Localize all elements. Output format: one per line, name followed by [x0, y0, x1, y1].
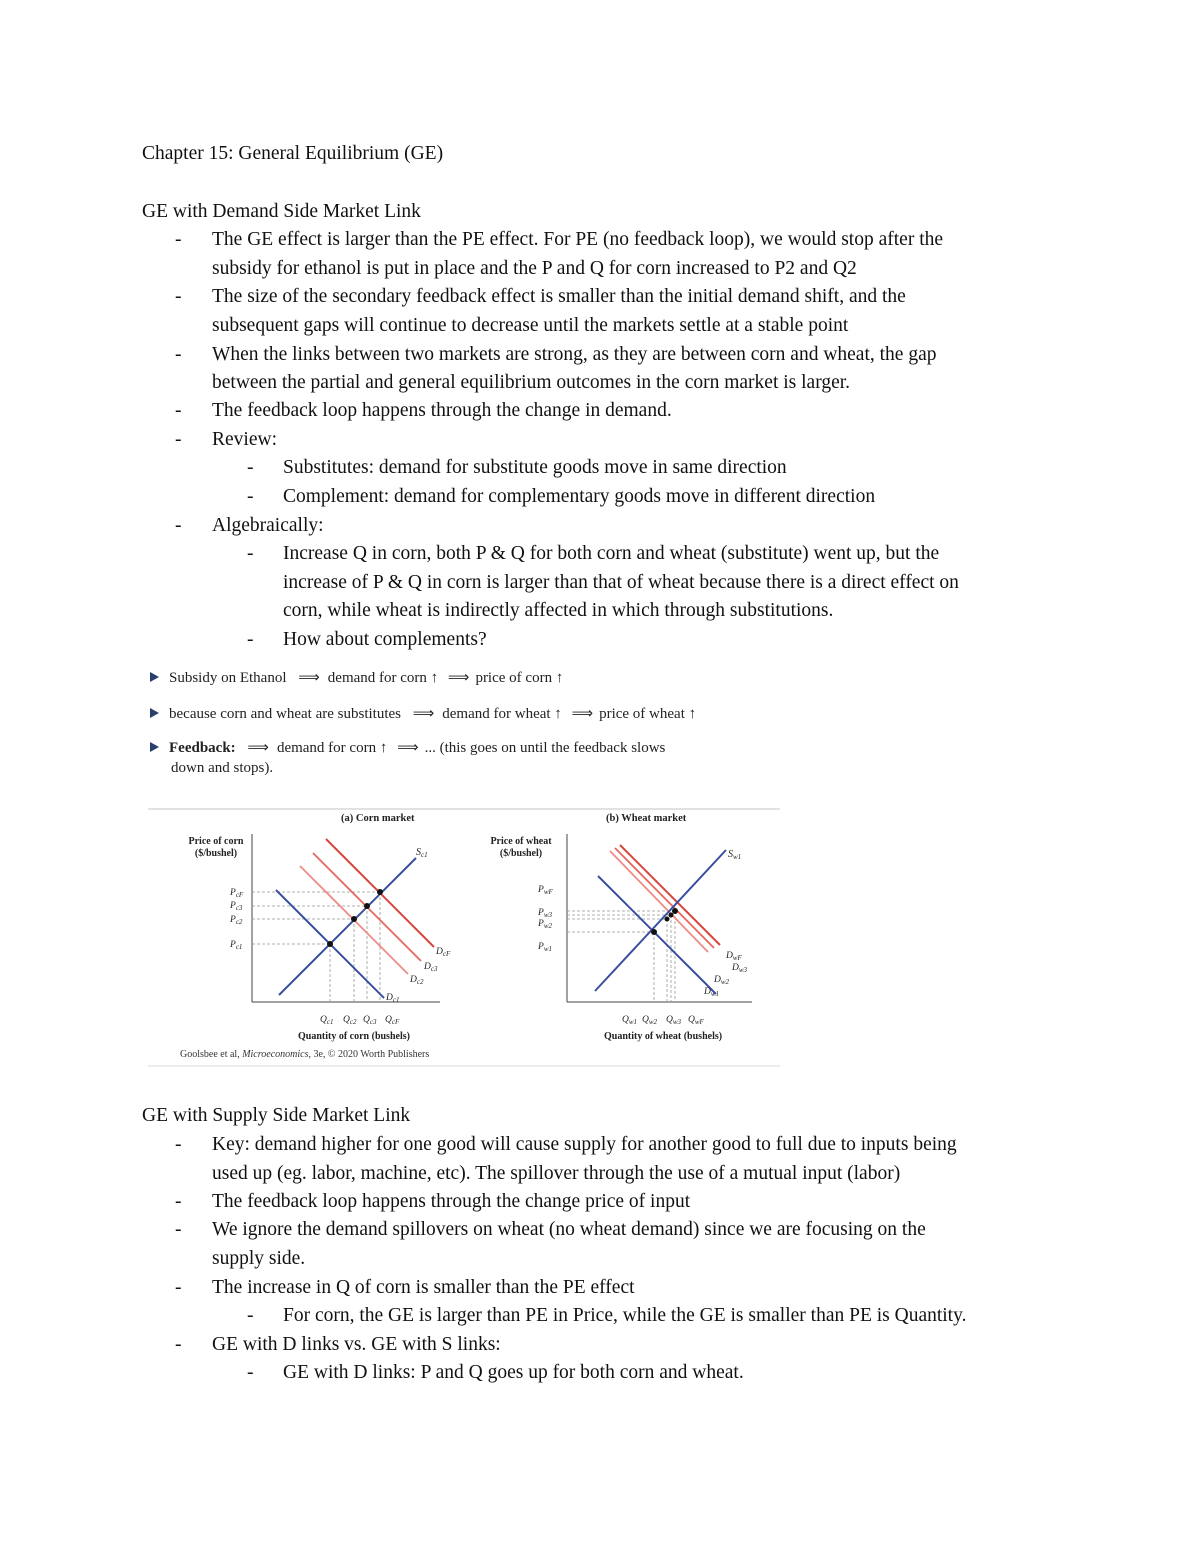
bullet-text: The size of the secondary feedback effect is smaller than the initial demand shift, and the: [212, 286, 906, 307]
sub-bullet-dash: -: [247, 1362, 254, 1383]
bullet-dash: -: [175, 344, 182, 365]
corn-panel-title: (a) Corn market: [341, 813, 415, 824]
equilibrium-point: [351, 916, 357, 922]
bullet-text: between the partial and general equilibrium outcomes in the corn market is larger.: [212, 372, 851, 393]
corn-supply-label: $S_{c1}$: [416, 847, 428, 859]
bullet-text: The increase in Q of corn is smaller than the PE effect: [212, 1277, 635, 1298]
bullet-dash: -: [175, 429, 182, 450]
wheat-guides: [567, 911, 675, 1002]
sub-bullet-text: For corn, the GE is larger than PE in Price, while the GE is smaller than PE is Quantity.: [283, 1305, 967, 1326]
implies-arrow: ⟹: [571, 706, 594, 722]
bullet-dash: -: [175, 229, 182, 250]
wheat-y-axis-unit: ($/bushel): [499, 848, 543, 859]
bullet-dash: -: [175, 1191, 182, 1212]
implies-arrow: ⟹: [298, 670, 320, 686]
demand-label-dc1: $D_{c1}$: [386, 993, 400, 1004]
section-heading-supply-link: GE with Supply Side Market Link: [142, 1105, 411, 1126]
bullet-text: subsequent gaps will continue to decrease until the markets settle at a stable point: [212, 315, 849, 336]
equilibrium-point: [672, 908, 678, 914]
figure-credit: Goolsbee et al, Microeconomics, 3e, © 2020 Worth Publishers: [180, 1049, 430, 1060]
equilibrium-point: [377, 889, 383, 895]
bullet-text: GE with D links vs. GE with S links:: [212, 1334, 501, 1355]
feedback-label: Feedback:: [169, 740, 236, 756]
price-label-pcF: $P_{cF}$: [230, 888, 244, 899]
slide-text: because corn and wheat are substitutes: [169, 706, 401, 722]
corn-y-axis-unit: ($/bushel): [194, 848, 238, 859]
slide-text: demand for wheat ↑: [442, 706, 562, 722]
wheat-supply-label: $S_{w1}$: [728, 849, 742, 861]
quantity-label-qc1: $Q_{c1}$: [320, 1015, 334, 1026]
triangle-bullet-icon: [150, 672, 159, 682]
bullet-text: Review:: [212, 429, 277, 450]
bullet-text: Key: demand higher for one good will cause supply for another good to full due to inputs being: [212, 1134, 957, 1155]
price-label-pw3: $P_{w3}$: [538, 908, 552, 919]
quantity-label-qw1: $Q_{w1}$: [622, 1015, 638, 1026]
demand-label-dw1: $D_{w1}$: [704, 987, 720, 998]
wheat-market-panel: [490, 813, 752, 1042]
bullet-dash: -: [175, 400, 182, 421]
corn-y-axis-label: Price of corn: [188, 836, 244, 847]
wheat-demand-initial: [598, 876, 716, 994]
slide-text: demand for corn ↑: [276, 740, 388, 756]
bullet-text: When the links between two markets are strong, as they are between corn and wheat, the gap: [212, 344, 937, 365]
equilibrium-point: [327, 941, 333, 947]
sub-bullet-text: Complement: demand for complementary goods move in different direction: [283, 486, 876, 507]
bullet-dash: -: [175, 1219, 182, 1240]
price-label-pc1: $P_{c1}$: [230, 940, 243, 951]
slide-row-1: [150, 668, 563, 687]
bullet-text: used up (eg. labor, machine, etc). The spillover through the use of a mutual input (labor): [212, 1163, 901, 1184]
ge-figure: [148, 806, 782, 1068]
demand-label-dwF: $D_{wF}$: [726, 951, 742, 962]
wheat-y-axis-label: Price of wheat: [490, 836, 552, 847]
sub-bullet-dash: -: [247, 457, 254, 478]
quantity-label-qw2: $Q_{w2}$: [642, 1015, 658, 1026]
wheat-panel-title: (b) Wheat market: [606, 813, 687, 824]
slide-text: price of wheat ↑: [599, 706, 697, 722]
slide-row-3: [150, 738, 665, 757]
page-title: Chapter 15: General Equilibrium (GE): [142, 143, 444, 164]
sub-bullet-text: increase of P & Q in corn is larger than that of wheat because there is a direct effect on: [283, 572, 959, 593]
wheat-demand-final: [620, 845, 720, 945]
section-heading-demand-link: GE with Demand Side Market Link: [142, 201, 421, 222]
quantity-label-qc3: $Q_{c3}$: [363, 1015, 377, 1026]
equilibrium-point: [669, 913, 674, 918]
corn-market-panel: [189, 813, 451, 1042]
triangle-bullet-icon: [150, 742, 159, 752]
bullet-text: Algebraically:: [212, 515, 324, 536]
slide-row-3-cont: down and stops).: [171, 760, 274, 776]
bullet-dash: -: [175, 515, 182, 536]
demand-label-dc2: $D_{c2}$: [410, 975, 424, 986]
bullet-dash: -: [175, 286, 182, 307]
corn-x-axis-label: Quantity of corn (bushels): [298, 1031, 410, 1042]
demand-label-dw2: $D_{w2}$: [714, 975, 730, 986]
sub-bullet-dash: -: [247, 543, 254, 564]
price-label-pw2: $P_{w2}$: [538, 919, 552, 930]
price-label-pwF: $P_{wF}$: [538, 885, 553, 896]
demand-label-dc3: $D_{c3}$: [424, 962, 438, 973]
demand-label-dw3: $D_{w3}$: [732, 963, 748, 974]
sub-bullet-dash: -: [247, 1305, 254, 1326]
bullet-text: The feedback loop happens through the change price of input: [212, 1191, 691, 1212]
slide-row-2: [150, 704, 696, 723]
quantity-label-qw3: $Q_{w3}$: [666, 1015, 682, 1026]
equilibrium-point: [665, 917, 670, 922]
sub-bullet-text: corn, while wheat is indirectly affected in which through substitutions.: [283, 600, 834, 621]
sub-bullet-text: Substitutes: demand for substitute goods move in same direction: [283, 457, 787, 478]
sub-bullet-text: How about complements?: [283, 629, 487, 650]
bullet-dash: -: [175, 1277, 182, 1298]
quantity-label-qwF: $Q_{wF}$: [688, 1015, 704, 1026]
sub-bullet-text: Increase Q in corn, both P & Q for both corn and wheat (substitute) went up, but the: [283, 543, 940, 564]
wheat-demand-3: [615, 848, 714, 948]
implies-arrow: ⟹: [247, 740, 269, 756]
implies-arrow: ⟹: [397, 740, 419, 756]
bullet-dash: -: [175, 1134, 182, 1155]
slide-text: price of corn ↑: [475, 670, 564, 686]
slide-text: demand for corn ↑: [327, 670, 439, 686]
corn-guides: [252, 892, 380, 1002]
bullet-dash: -: [175, 1334, 182, 1355]
bullet-text: subsidy for ethanol is put in place and the P and Q for corn increased to P2 and Q2: [212, 258, 857, 279]
quantity-label-qcF: $Q_{cF}$: [385, 1015, 400, 1026]
quantity-label-qc2: $Q_{c2}$: [343, 1015, 357, 1026]
implies-arrow: ⟹: [412, 706, 435, 722]
bullet-text: The feedback loop happens through the change in demand.: [212, 400, 672, 421]
sub-bullet-text: GE with D links: P and Q goes up for both corn and wheat.: [283, 1362, 744, 1383]
sub-bullet-dash: -: [247, 486, 254, 507]
sub-bullet-dash: -: [247, 629, 254, 650]
price-label-pw1: $P_{w1}$: [538, 942, 552, 953]
slide-text: ... (this goes on until the feedback slows: [424, 740, 666, 756]
price-label-pc2: $P_{c2}$: [230, 915, 243, 926]
wheat-x-axis-label: Quantity of wheat (bushels): [604, 1031, 723, 1042]
equilibrium-point: [651, 929, 657, 935]
triangle-bullet-icon: [150, 708, 159, 718]
price-label-pc3: $P_{c3}$: [230, 901, 243, 912]
bullet-text: We ignore the demand spillovers on wheat (no wheat demand) since we are focusing on the: [212, 1219, 926, 1240]
implies-arrow: ⟹: [447, 670, 470, 686]
bullet-text: supply side.: [212, 1248, 306, 1269]
bullet-text: The GE effect is larger than the PE effect. For PE (no feedback loop), we would stop after the: [212, 229, 944, 250]
wheat-supply-curve: [595, 850, 726, 991]
corn-supply-curve: [279, 858, 416, 995]
demand-label-dcF: $D_{cF}$: [436, 947, 451, 958]
slide-text: Subsidy on Ethanol: [169, 670, 287, 686]
equilibrium-point: [364, 903, 370, 909]
